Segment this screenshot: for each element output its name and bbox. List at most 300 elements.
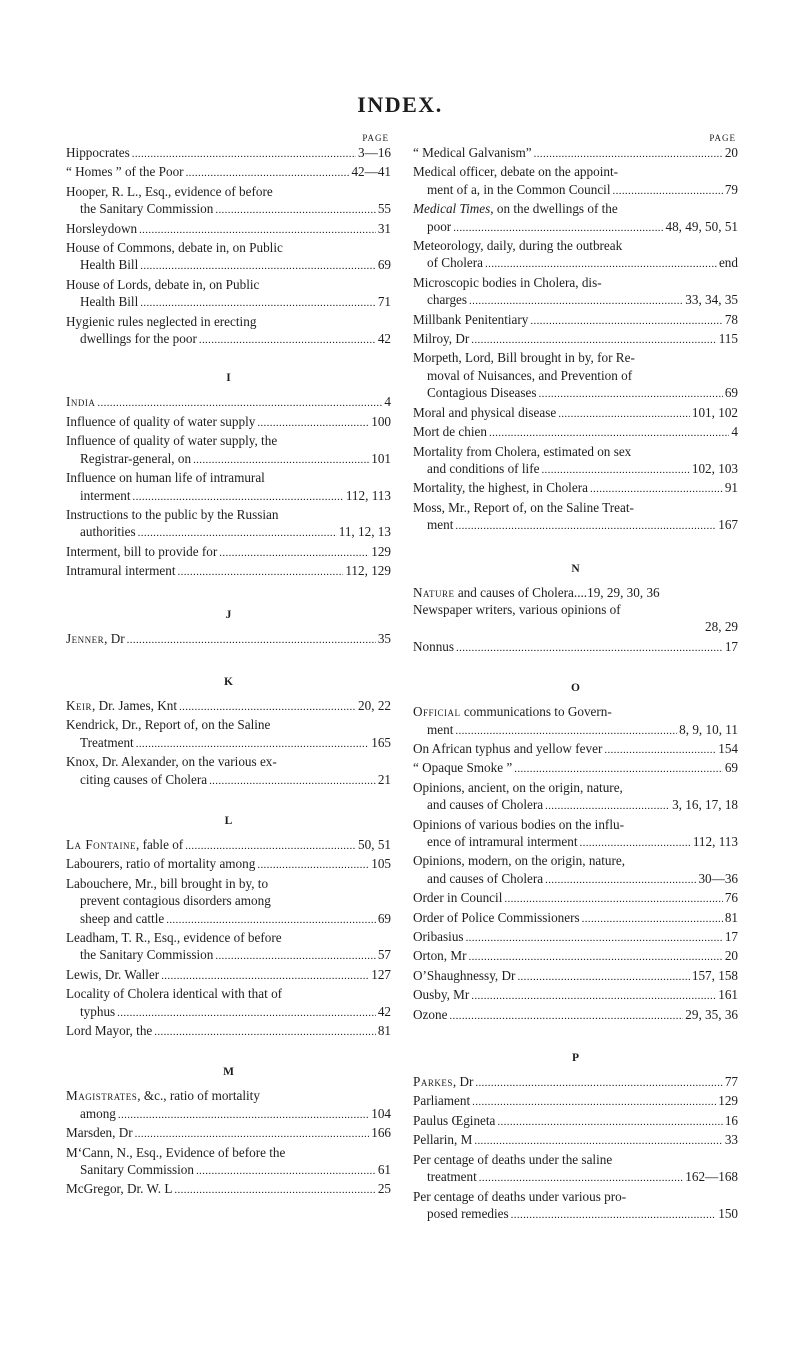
index-entry (413, 479, 738, 498)
section-letter-o: O (571, 682, 580, 695)
index-entry (413, 330, 738, 349)
entry-text: “ Homes ” of the Poor (66, 164, 184, 180)
entry-text: Interment, bill to provide for (66, 543, 218, 559)
entry-text: Opinions, ancient, on the origin, nature, (413, 779, 623, 795)
dot-leader (178, 562, 344, 581)
page-number: 167 (718, 517, 738, 533)
section-letter-n: N (571, 562, 580, 575)
index-entry (66, 855, 391, 874)
dot-leader (479, 1168, 683, 1187)
publication-title: Medical Times (413, 201, 491, 217)
entry-text: Lord Mayor, the (66, 1023, 153, 1039)
page-number: 105 (371, 856, 391, 872)
page-number: 42—41 (351, 164, 391, 180)
page-number: 57 (377, 947, 391, 963)
entry-text: Pellarin, M (413, 1132, 473, 1148)
index-entry (413, 986, 738, 1005)
entry-text: Ousby, Mr (413, 987, 470, 1003)
entry-text: House of Lords, debate in, on Public (66, 276, 260, 292)
dot-leader (475, 1073, 722, 1092)
entry-text: ment (427, 517, 454, 533)
index-entry (66, 875, 391, 929)
index-entry (66, 985, 391, 1022)
index-entry (413, 1073, 738, 1092)
page-number: 3—16 (358, 145, 391, 160)
entry-text: Jenner, Dr (66, 630, 125, 646)
headword: India (66, 394, 96, 410)
dot-leader (466, 928, 723, 947)
entry-text: Intramural interment (66, 563, 176, 579)
entry-text: Hooper, R. L., Esq., evidence of before (66, 183, 273, 199)
page-number: 129 (718, 1093, 738, 1109)
section-letter-k: K (224, 675, 233, 688)
dot-leader (136, 734, 369, 753)
entry-text: Nonnus (413, 638, 455, 654)
page-number: 11, 12, 13 (338, 524, 391, 540)
entry-text: La Fontaine, fable of (66, 836, 184, 852)
entry-text: Order in Council (413, 890, 503, 906)
dot-leader (257, 413, 369, 432)
entry-text: Influence of quality of water supply, the (66, 433, 278, 449)
page-number: 127 (371, 966, 391, 982)
section-p (413, 1073, 738, 1224)
entry-text: Kendrick, Dr., Report of, on the Saline (66, 717, 271, 733)
dot-leader (127, 630, 376, 649)
entry-text: Health Bill (80, 257, 139, 273)
entry-text: Lewis, Dr. Waller (66, 966, 160, 982)
index-entry (66, 183, 391, 220)
page-number: end (718, 255, 738, 271)
dot-leader (455, 516, 716, 535)
index-entry (66, 163, 391, 182)
page-number: 69 (724, 760, 738, 776)
page-column-header: PAGE (709, 133, 736, 143)
entry-text: Oribasius (413, 929, 464, 945)
page-number: 30—36 (698, 870, 738, 886)
dot-leader (453, 218, 663, 237)
entry-text: McGregor, Dr. W. L (66, 1181, 173, 1197)
page-number: 100 (371, 413, 391, 429)
dot-leader (455, 721, 677, 740)
dot-leader (219, 543, 369, 562)
entry-text: dwellings for the poor (80, 331, 197, 347)
page-number: 161 (718, 987, 738, 1003)
index-entry (413, 852, 738, 889)
dot-leader (456, 638, 723, 657)
index-entry (413, 928, 738, 947)
entry-text: Hygienic rules neglected in erecting (66, 313, 257, 329)
dot-leader (161, 966, 369, 985)
page-number: 35 (377, 630, 391, 646)
index-entry (413, 1131, 738, 1150)
section-n (413, 584, 738, 658)
index-entry (66, 220, 391, 239)
dot-leader (97, 393, 382, 412)
dot-leader (541, 460, 689, 479)
page-number: 42 (377, 1003, 391, 1019)
index-entry (66, 543, 391, 562)
entry-text: Ozone (413, 1006, 448, 1022)
entry-text: of Cholera (427, 255, 484, 271)
dot-leader (469, 291, 683, 310)
entry-text: and causes of Cholera (427, 870, 544, 886)
entry-text: Influence on human life of intramural (66, 470, 265, 486)
dot-leader (166, 910, 376, 929)
page-number: 112, 113 (692, 834, 738, 849)
entry-text: Opinions, modern, on the origin, nature, (413, 853, 626, 869)
page-number: 20 (724, 948, 738, 964)
entry-text: Newspaper writers, various opinions of (413, 601, 621, 617)
page-number: 162—168 (685, 1169, 738, 1185)
page-number: 112, 113 (345, 487, 391, 503)
index-entry (413, 740, 738, 759)
section-k (66, 697, 391, 790)
entry-text: Microscopic bodies in Cholera, dis- (413, 274, 602, 290)
dot-leader (139, 220, 376, 239)
index-entry (66, 506, 391, 543)
entry-text: Contagious Diseases (427, 385, 537, 401)
section-m-continued (413, 144, 738, 536)
index-entry (413, 759, 738, 778)
index-entry (413, 601, 738, 638)
section-j (66, 630, 391, 649)
entry-text: Morpeth, Lord, Bill brought in by, for Re- (413, 350, 635, 366)
page-number: 112, 129 (345, 563, 391, 579)
entry-text: M‘Cann, N., Esq., Evidence of before the (66, 1144, 286, 1160)
entry-text: Parliament (413, 1093, 471, 1109)
dot-leader (471, 986, 716, 1005)
page-number: 42 (377, 331, 391, 347)
entry-text: Influence of quality of water supply (66, 413, 256, 429)
page-number: 17 (724, 929, 738, 945)
index-entry (413, 499, 738, 536)
page-number: 4 (731, 424, 738, 440)
entry-text: and conditions of life (427, 460, 540, 476)
page-number: 101, 102 (691, 404, 738, 420)
entry-text: Milroy, Dr (413, 331, 470, 347)
page-number: 166 (371, 1125, 391, 1141)
page-number: 79 (724, 181, 738, 197)
dot-leader (534, 144, 723, 163)
index-entry (66, 1087, 391, 1124)
entry-text: among (80, 1105, 116, 1121)
page-number: 69 (724, 385, 738, 401)
entry-text: Nature and causes of Cholera....19, 29, 30, 36 (413, 584, 660, 600)
entry-text: ence of intramural interment (427, 834, 578, 849)
headword: Official (413, 704, 461, 720)
entry-text: citing causes of Cholera (80, 771, 208, 787)
page-number: 20 (724, 145, 738, 160)
dot-leader (545, 796, 670, 815)
entry-text: Medical Times, on the dwellings of the (413, 201, 618, 217)
entry-text: and causes of Cholera (427, 797, 544, 813)
dot-leader (468, 947, 722, 966)
page-column-header: PAGE (362, 133, 389, 143)
index-entry (66, 276, 391, 313)
entry-text: Medical officer, debate on the appoint- (413, 164, 619, 180)
dot-leader (186, 163, 350, 182)
dot-leader (582, 909, 723, 928)
section-letter-p: P (571, 1052, 580, 1065)
entry-text: Magistrates, &c., ratio of mortality (66, 1088, 260, 1104)
entry-text: posed remedies (427, 1205, 509, 1221)
entry-text: Millbank Penitentiary (413, 311, 529, 327)
entry-text: authorities (80, 524, 136, 540)
dot-leader (471, 330, 716, 349)
section-letter-i: I (226, 372, 231, 385)
dot-leader (118, 1105, 369, 1124)
index-entry (413, 349, 738, 403)
index-entry (413, 163, 738, 200)
entry-text: Mortality, the highest, in Cholera (413, 480, 588, 496)
dot-leader (590, 479, 723, 498)
headword: Nature (413, 584, 455, 600)
entry-text: Per centage of deaths under the saline (413, 1151, 613, 1167)
entry-text: ment (427, 721, 454, 737)
index-entry (413, 144, 738, 163)
index-entry (413, 889, 738, 908)
entry-text: Labouchere, Mr., bill brought in by, to (66, 875, 269, 891)
page-number: 69 (377, 910, 391, 926)
entry-text: “ Medical Galvanism” (413, 145, 532, 160)
dot-leader (132, 144, 356, 163)
entry-text: Marsden, Dr (66, 1125, 133, 1141)
dot-leader (215, 200, 375, 219)
page-number: 29, 35, 36 (685, 1006, 738, 1022)
entry-text: Hippocrates (66, 145, 130, 160)
dot-leader (179, 697, 356, 716)
index-entry (413, 816, 738, 853)
entry-text: moval of Nuisances, and Prevention of (427, 367, 633, 383)
headword: Magistrates (66, 1088, 138, 1104)
index-entry (413, 404, 738, 423)
page-number: 3, 16, 17, 18 (672, 797, 738, 813)
index-entry (66, 929, 391, 966)
page-number: 157, 158 (691, 967, 738, 983)
page-number: 81 (377, 1023, 391, 1039)
section-letter-j: J (225, 608, 232, 621)
page-number: 104 (371, 1105, 391, 1121)
entry-text: interment (80, 487, 131, 503)
dot-leader (140, 293, 376, 312)
section-letter-l: L (224, 814, 233, 827)
index-entry (66, 432, 391, 469)
dot-leader (117, 1003, 376, 1022)
entry-text: Locality of Cholera identical with that of (66, 986, 283, 1002)
index-entry (413, 237, 738, 274)
entry-text (66, 393, 95, 410)
entry-text: sheep and cattle (80, 910, 165, 926)
page-number: 25 (377, 1181, 391, 1197)
index-entry (66, 393, 391, 412)
index-entry (66, 1180, 391, 1199)
headword: Parkes (413, 1074, 453, 1090)
entry-text: Leadham, T. R., Esq., evidence of before (66, 930, 282, 945)
dot-leader (140, 256, 376, 275)
index-entry (66, 1144, 391, 1181)
dot-leader (517, 967, 689, 986)
dot-leader (257, 855, 369, 874)
entry-text: Meteorology, daily, during the outbreak (413, 238, 623, 254)
page-number: 115 (718, 331, 738, 347)
index-entry (66, 753, 391, 790)
dot-leader (530, 311, 722, 330)
index-entry (413, 423, 738, 442)
index-entry (66, 1022, 391, 1041)
page-number: 55 (377, 201, 391, 217)
entry-text: On African typhus and yellow fever (413, 740, 603, 756)
entry-text: Paulus Œgineta (413, 1112, 496, 1128)
section-l (66, 836, 391, 1041)
dot-leader (215, 946, 375, 965)
entry-text: “ Opaque Smoke ” (413, 760, 513, 776)
dot-leader (613, 181, 723, 200)
dot-leader (174, 1180, 375, 1199)
dot-leader (449, 1006, 683, 1025)
entry-text: Labourers, ratio of mortality among (66, 856, 256, 872)
entry-text: Registrar-general, on (80, 450, 192, 466)
entry-text: Keir, Dr. James, Knt (66, 697, 178, 713)
index-entry (413, 200, 738, 237)
entry-text: Moss, Mr., Report of, on the Saline Treat- (413, 499, 634, 515)
dot-leader (133, 487, 344, 506)
page-number: 8, 9, 10, 11 (679, 721, 738, 737)
headword: Jenner (66, 630, 105, 646)
section-i (66, 393, 391, 581)
entry-text: Sanitary Commission (80, 1162, 194, 1178)
page-number: 21 (377, 771, 391, 787)
entry-text: Official communications to Govern- (413, 704, 612, 720)
page-number: 91 (724, 480, 738, 496)
entry-text: poor (427, 218, 452, 234)
entry-text: Moral and physical disease (413, 404, 557, 420)
page-number: 150 (718, 1205, 738, 1221)
index-entry (66, 1124, 391, 1143)
dot-leader (489, 423, 729, 442)
dot-leader (604, 740, 716, 759)
page-number: 48, 49, 50, 51 (665, 218, 738, 234)
index-entry (66, 966, 391, 985)
index-entry (413, 1006, 738, 1025)
index-entry (413, 584, 738, 601)
entry-text: Horsleydown (66, 220, 138, 236)
index-entry (66, 630, 391, 649)
dot-leader (474, 1131, 722, 1150)
dot-leader (504, 889, 722, 908)
page-number: 129 (371, 543, 391, 559)
dot-leader (514, 759, 723, 778)
entry-text: charges (427, 292, 468, 308)
entry-text: ment of a, in the Common Council (427, 181, 611, 197)
dot-leader (580, 833, 691, 852)
entry-text: Orton, Mr (413, 948, 467, 964)
page-number: 77 (724, 1074, 738, 1090)
index-entry (413, 1092, 738, 1111)
entry-text: Parkes, Dr (413, 1074, 474, 1090)
section-o (413, 703, 738, 1025)
index-entry (66, 836, 391, 855)
entry-text: Knox, Dr. Alexander, on the various ex- (66, 754, 277, 770)
dot-leader (185, 836, 356, 855)
index-entry (413, 909, 738, 928)
page-number: 71 (377, 294, 391, 310)
index-entry (413, 1151, 738, 1188)
page-number: 69 (377, 257, 391, 273)
dot-leader (558, 404, 690, 423)
page-number: 28, 29 (705, 619, 738, 635)
entry-text: Order of Police Commissioners (413, 909, 580, 925)
entry-text: the Sanitary Commission (80, 201, 214, 217)
page-number: 154 (718, 740, 738, 756)
index-entry (66, 239, 391, 276)
entry-text: Per centage of deaths under various pro- (413, 1188, 627, 1204)
entry-text: Health Bill (80, 294, 139, 310)
index-entry (413, 967, 738, 986)
dot-leader (497, 1112, 722, 1131)
index-entry (66, 413, 391, 432)
index-entry (413, 311, 738, 330)
page-number: 61 (377, 1162, 391, 1178)
page-number: 165 (371, 734, 391, 750)
index-entry (413, 703, 738, 740)
index-entry (413, 947, 738, 966)
left-column (66, 132, 391, 1200)
page-number: 78 (724, 311, 738, 327)
dot-leader (154, 1022, 376, 1041)
entry-text: Opinions of various bodies on the influ- (413, 816, 624, 832)
right-column (413, 132, 738, 1224)
index-entry (66, 697, 391, 716)
index-entry (413, 779, 738, 816)
index-entry (66, 313, 391, 350)
dot-leader (472, 1092, 716, 1111)
entry-text: treatment (427, 1169, 477, 1185)
index-entry (66, 469, 391, 506)
page-number: 33 (724, 1132, 738, 1148)
page-number: 17 (724, 638, 738, 654)
headword: La Fontaine (66, 836, 136, 852)
index-entry (66, 144, 391, 163)
page-title: INDEX. (357, 92, 443, 117)
index-entry (413, 1112, 738, 1131)
section-h (66, 144, 391, 349)
dot-leader (199, 330, 376, 349)
page-number: 76 (724, 890, 738, 906)
entry-text: the Sanitary Commission (80, 947, 214, 963)
index-entry (413, 1188, 738, 1225)
index-entry (66, 562, 391, 581)
entry-text: typhus (80, 1003, 116, 1019)
page-number: 33, 34, 35 (685, 292, 738, 308)
page-number: 31 (377, 220, 391, 236)
entry-text: Instructions to the public by the Russian (66, 506, 279, 522)
page-number: 102, 103 (691, 460, 738, 476)
page-number: 16 (724, 1112, 738, 1128)
dot-leader (135, 1124, 370, 1143)
index-entry (413, 443, 738, 480)
entry-text: House of Commons, debate in, on Public (66, 240, 283, 256)
section-m (66, 1087, 391, 1199)
index-entry (413, 638, 738, 657)
dot-leader (138, 523, 337, 542)
index-entry (413, 274, 738, 311)
entry-text: prevent contagious disorders among (80, 893, 271, 909)
index-entry (66, 716, 391, 753)
page-number: 20, 22 (358, 697, 391, 713)
section-letter-m: M (223, 1066, 234, 1079)
entry-text: Mortality from Cholera, estimated on sex (413, 443, 632, 459)
page-number: 4 (384, 394, 391, 410)
